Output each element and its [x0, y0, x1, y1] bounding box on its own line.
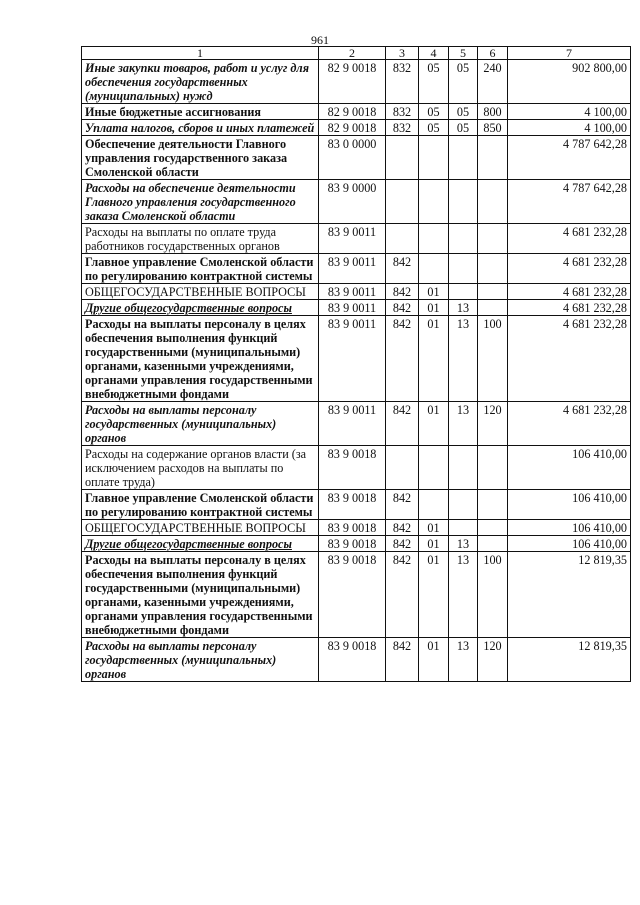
cell-target-code: 82 9 0018	[319, 60, 386, 104]
table-row	[82, 180, 631, 224]
cell-amount: 4 787 642,28	[508, 136, 631, 180]
cell-amount: 12 819,35	[508, 552, 631, 638]
cell-expense-type: 850	[478, 120, 508, 136]
cell-name: Расходы на содержание органов власти (за исключением расходов на выплаты по оплате труда)	[82, 446, 319, 490]
table-row	[82, 104, 631, 120]
cell-target-code: 83 9 0011	[319, 254, 386, 284]
cell-expense-type	[478, 180, 508, 224]
cell-target-code: 83 9 0011	[319, 402, 386, 446]
table-row	[82, 520, 631, 536]
page-number: 961	[311, 33, 329, 47]
cell-subsection	[449, 136, 478, 180]
cell-amount: 4 681 232,28	[508, 224, 631, 254]
cell-name: Обеспечение деятельности Главного управления государственного заказа Смоленской области	[82, 136, 319, 180]
table-row	[82, 254, 631, 284]
table-row	[82, 402, 631, 446]
column-header: 2	[319, 47, 386, 60]
table-row	[82, 316, 631, 402]
cell-expense-type	[478, 536, 508, 552]
cell-subsection	[449, 254, 478, 284]
cell-amount: 4 681 232,28	[508, 300, 631, 316]
table-row	[82, 224, 631, 254]
cell-subsection: 05	[449, 120, 478, 136]
cell-expense-type: 240	[478, 60, 508, 104]
cell-subsection	[449, 446, 478, 490]
cell-expense-type: 120	[478, 638, 508, 682]
cell-amount: 106 410,00	[508, 446, 631, 490]
cell-expense-type	[478, 300, 508, 316]
cell-target-code: 83 9 0011	[319, 284, 386, 300]
cell-section	[419, 136, 449, 180]
cell-expense-type	[478, 446, 508, 490]
cell-section: 05	[419, 104, 449, 120]
cell-section	[419, 224, 449, 254]
cell-department	[386, 136, 419, 180]
cell-section: 01	[419, 300, 449, 316]
column-header: 5	[449, 47, 478, 60]
cell-subsection: 13	[449, 536, 478, 552]
table-row	[82, 136, 631, 180]
table-row	[82, 536, 631, 552]
cell-name: Главное управление Смоленской области по регулированию контрактной системы	[82, 254, 319, 284]
table-row	[82, 490, 631, 520]
table-row	[82, 446, 631, 490]
cell-department: 842	[386, 254, 419, 284]
cell-amount: 12 819,35	[508, 638, 631, 682]
cell-amount: 4 100,00	[508, 104, 631, 120]
cell-department: 842	[386, 552, 419, 638]
cell-section: 01	[419, 316, 449, 402]
cell-department: 832	[386, 60, 419, 104]
cell-target-code: 82 9 0018	[319, 104, 386, 120]
cell-name: ОБЩЕГОСУДАРСТВЕННЫЕ ВОПРОСЫ	[82, 284, 319, 300]
cell-amount: 106 410,00	[508, 490, 631, 520]
cell-amount: 106 410,00	[508, 536, 631, 552]
cell-subsection: 13	[449, 552, 478, 638]
cell-department: 832	[386, 104, 419, 120]
cell-department: 842	[386, 520, 419, 536]
cell-target-code: 83 9 0018	[319, 446, 386, 490]
cell-amount: 902 800,00	[508, 60, 631, 104]
cell-section: 01	[419, 402, 449, 446]
column-header: 1	[82, 47, 319, 60]
cell-target-code: 83 0 0000	[319, 136, 386, 180]
cell-section	[419, 254, 449, 284]
cell-department: 842	[386, 284, 419, 300]
cell-target-code: 83 9 0018	[319, 552, 386, 638]
cell-department: 842	[386, 490, 419, 520]
cell-subsection: 13	[449, 402, 478, 446]
cell-department	[386, 180, 419, 224]
column-header: 7	[508, 47, 631, 60]
cell-target-code: 83 9 0011	[319, 224, 386, 254]
cell-amount: 4 100,00	[508, 120, 631, 136]
column-header: 4	[419, 47, 449, 60]
cell-expense-type: 800	[478, 104, 508, 120]
table-row	[82, 284, 631, 300]
cell-expense-type	[478, 490, 508, 520]
cell-name: Расходы на обеспечение деятельности Главного управления государственного заказа Смоленской области	[82, 180, 319, 224]
cell-subsection: 13	[449, 638, 478, 682]
cell-expense-type: 120	[478, 402, 508, 446]
column-header: 3	[386, 47, 419, 60]
cell-expense-type	[478, 136, 508, 180]
cell-expense-type	[478, 254, 508, 284]
cell-target-code: 83 9 0000	[319, 180, 386, 224]
cell-department: 842	[386, 300, 419, 316]
cell-target-code: 83 9 0011	[319, 316, 386, 402]
cell-expense-type	[478, 520, 508, 536]
cell-target-code: 83 9 0018	[319, 536, 386, 552]
cell-expense-type: 100	[478, 316, 508, 402]
cell-amount: 4 681 232,28	[508, 402, 631, 446]
column-header: 6	[478, 47, 508, 60]
cell-name: Главное управление Смоленской области по регулированию контрактной системы	[82, 490, 319, 520]
cell-name: Иные закупки товаров, работ и услуг для обеспечения государственных (муниципальных) нужд	[82, 60, 319, 104]
cell-expense-type	[478, 224, 508, 254]
cell-name: Иные бюджетные ассигнования	[82, 104, 319, 120]
cell-expense-type	[478, 284, 508, 300]
cell-target-code: 82 9 0018	[319, 120, 386, 136]
cell-section: 01	[419, 638, 449, 682]
cell-department: 842	[386, 536, 419, 552]
cell-name: Расходы на выплаты персоналу государственных (муниципальных) органов	[82, 638, 319, 682]
cell-department	[386, 446, 419, 490]
cell-subsection	[449, 520, 478, 536]
cell-expense-type: 100	[478, 552, 508, 638]
cell-section	[419, 180, 449, 224]
cell-department: 842	[386, 638, 419, 682]
cell-amount: 4 787 642,28	[508, 180, 631, 224]
cell-name: Другие общегосударственные вопросы	[82, 300, 319, 316]
cell-name: Другие общегосударственные вопросы	[82, 536, 319, 552]
header-row	[82, 47, 631, 60]
table-row	[82, 60, 631, 104]
cell-amount: 4 681 232,28	[508, 316, 631, 402]
cell-subsection: 13	[449, 316, 478, 402]
cell-name: Расходы на выплаты по оплате труда работников государственных органов	[82, 224, 319, 254]
cell-name: ОБЩЕГОСУДАРСТВЕННЫЕ ВОПРОСЫ	[82, 520, 319, 536]
cell-department	[386, 224, 419, 254]
cell-target-code: 83 9 0018	[319, 520, 386, 536]
table-row	[82, 638, 631, 682]
cell-department: 842	[386, 316, 419, 402]
cell-amount: 106 410,00	[508, 520, 631, 536]
cell-subsection	[449, 224, 478, 254]
cell-section: 05	[419, 60, 449, 104]
cell-subsection: 05	[449, 60, 478, 104]
cell-subsection: 05	[449, 104, 478, 120]
cell-subsection	[449, 180, 478, 224]
cell-amount: 4 681 232,28	[508, 284, 631, 300]
cell-name: Расходы на выплаты персоналу государственных (муниципальных) органов	[82, 402, 319, 446]
cell-section: 01	[419, 536, 449, 552]
cell-name: Расходы на выплаты персоналу в целях обеспечения выполнения функций государственными (муниципальными) органами, казенными учреждениями, органами управления государственными внебюджетными фондами	[82, 552, 319, 638]
cell-section: 01	[419, 552, 449, 638]
budget-table	[81, 46, 631, 682]
cell-section: 01	[419, 284, 449, 300]
cell-section	[419, 446, 449, 490]
cell-section: 01	[419, 520, 449, 536]
table-row	[82, 552, 631, 638]
cell-department: 832	[386, 120, 419, 136]
cell-section: 05	[419, 120, 449, 136]
cell-target-code: 83 9 0018	[319, 638, 386, 682]
table-row	[82, 120, 631, 136]
cell-name: Уплата налогов, сборов и иных платежей	[82, 120, 319, 136]
cell-department: 842	[386, 402, 419, 446]
cell-target-code: 83 9 0011	[319, 300, 386, 316]
table-row	[82, 300, 631, 316]
cell-name: Расходы на выплаты персоналу в целях обеспечения выполнения функций государственными (муниципальными) органами, казенными учреждениями, органами управления государственными внебюджетными фондами	[82, 316, 319, 402]
cell-section	[419, 490, 449, 520]
cell-target-code: 83 9 0018	[319, 490, 386, 520]
cell-subsection	[449, 284, 478, 300]
cell-subsection	[449, 490, 478, 520]
cell-subsection: 13	[449, 300, 478, 316]
cell-amount: 4 681 232,28	[508, 254, 631, 284]
